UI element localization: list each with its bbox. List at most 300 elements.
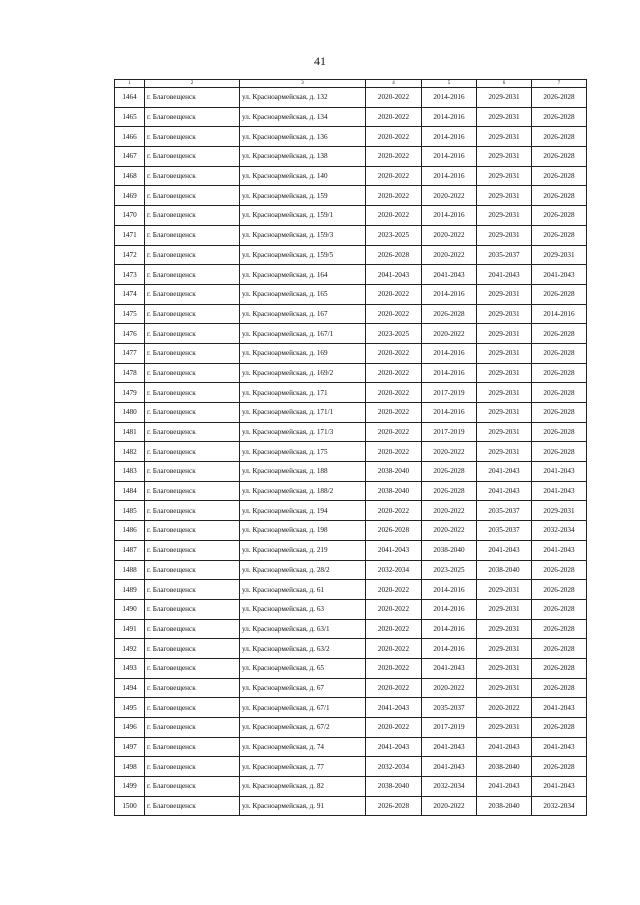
period-cell: 2041-2043 [422,757,477,777]
row-number-cell: 1495 [115,698,145,718]
period-cell: 2026-2028 [532,206,587,226]
period-cell: 2041-2043 [477,265,532,285]
city-cell: г. Благовещенск [145,599,240,619]
period-cell: 2029-2031 [477,343,532,363]
table-row [115,403,587,423]
period-cell: 2014-2016 [422,88,477,108]
address-cell: ул. Красноармейская, д. 67 [240,678,366,698]
period-cell: 2026-2028 [532,678,587,698]
table-row [115,166,587,186]
period-cell: 2014-2016 [422,403,477,423]
period-cell: 2014-2016 [422,206,477,226]
period-cell: 2026-2028 [532,599,587,619]
city-cell: г. Благовещенск [145,245,240,265]
table-row [115,363,587,383]
city-cell: г. Благовещенск [145,718,240,738]
period-cell: 2041-2043 [532,265,587,285]
table-row [115,796,587,816]
period-cell: 2026-2028 [532,560,587,580]
row-number-cell: 1490 [115,599,145,619]
row-number-cell: 1469 [115,186,145,206]
period-cell: 2029-2031 [477,147,532,167]
period-cell: 2029-2031 [532,245,587,265]
period-cell: 2041-2043 [532,737,587,757]
period-cell: 2038-2040 [477,560,532,580]
period-cell: 2026-2028 [532,580,587,600]
address-cell: ул. Красноармейская, д. 65 [240,658,366,678]
period-cell: 2026-2028 [532,639,587,659]
row-number-cell: 1466 [115,127,145,147]
period-cell: 2035-2037 [477,521,532,541]
period-cell: 2029-2031 [477,403,532,423]
period-cell: 2020-2022 [366,658,422,678]
table-row [115,718,587,738]
period-cell: 2020-2022 [366,88,422,108]
period-cell: 2026-2028 [532,127,587,147]
row-number-cell: 1478 [115,363,145,383]
period-cell: 2020-2022 [366,166,422,186]
row-number-cell: 1472 [115,245,145,265]
col-6-header: 6 [477,80,532,88]
period-cell: 2026-2028 [532,88,587,108]
period-cell: 2038-2040 [422,540,477,560]
period-cell: 2041-2043 [477,777,532,797]
period-cell: 2029-2031 [477,580,532,600]
period-cell: 2041-2043 [477,481,532,501]
table-row [115,619,587,639]
row-number-cell: 1482 [115,442,145,462]
period-cell: 2029-2031 [477,166,532,186]
row-number-cell: 1500 [115,796,145,816]
period-cell: 2038-2040 [366,481,422,501]
city-cell: г. Благовещенск [145,206,240,226]
period-cell: 2026-2028 [532,403,587,423]
period-cell: 2035-2037 [422,698,477,718]
address-cell: ул. Красноармейская, д. 169 [240,343,366,363]
address-cell: ул. Красноармейская, д. 63/2 [240,639,366,659]
period-cell: 2026-2028 [422,304,477,324]
table-row [115,127,587,147]
address-cell: ул. Красноармейская, д. 167 [240,304,366,324]
period-cell: 2041-2043 [366,265,422,285]
row-number-cell: 1470 [115,206,145,226]
row-number-cell: 1481 [115,422,145,442]
city-cell: г. Благовещенск [145,107,240,127]
period-cell: 2026-2028 [532,658,587,678]
address-cell: ул. Красноармейская, д. 61 [240,580,366,600]
address-cell: ул. Красноармейская, д. 67/1 [240,698,366,718]
city-cell: г. Благовещенск [145,363,240,383]
period-cell: 2029-2031 [477,363,532,383]
table-row [115,777,587,797]
period-cell: 2038-2040 [366,777,422,797]
period-cell: 2026-2028 [532,383,587,403]
table-row [115,678,587,698]
address-cell: ул. Красноармейская, д. 134 [240,107,366,127]
city-cell: г. Благовещенск [145,639,240,659]
table-row [115,245,587,265]
address-cell: ул. Красноармейская, д. 219 [240,540,366,560]
period-cell: 2026-2028 [532,147,587,167]
address-cell: ул. Красноармейская, д. 91 [240,796,366,816]
city-cell: г. Благовещенск [145,284,240,304]
table-row [115,88,587,108]
table-row [115,422,587,442]
row-number-cell: 1474 [115,284,145,304]
period-cell: 2026-2028 [532,166,587,186]
row-number-cell: 1473 [115,265,145,285]
period-cell: 2026-2028 [366,521,422,541]
city-cell: г. Благовещенск [145,462,240,482]
row-number-cell: 1465 [115,107,145,127]
period-cell: 2026-2028 [366,796,422,816]
row-number-cell: 1487 [115,540,145,560]
period-cell: 2041-2043 [532,481,587,501]
period-cell: 2020-2022 [366,186,422,206]
period-cell: 2041-2043 [366,698,422,718]
period-cell: 2029-2031 [477,678,532,698]
row-number-cell: 1471 [115,225,145,245]
period-cell: 2026-2028 [532,343,587,363]
address-cell: ул. Красноармейская, д. 159/3 [240,225,366,245]
address-cell: ул. Красноармейская, д. 164 [240,265,366,285]
table-row [115,757,587,777]
city-cell: г. Благовещенск [145,324,240,344]
table-body [115,88,587,816]
city-cell: г. Благовещенск [145,225,240,245]
address-cell: ул. Красноармейская, д. 77 [240,757,366,777]
table-row [115,540,587,560]
period-cell: 2020-2022 [422,678,477,698]
period-cell: 2026-2028 [422,481,477,501]
period-cell: 2032-2034 [422,777,477,797]
row-number-cell: 1467 [115,147,145,167]
period-cell: 2026-2028 [422,462,477,482]
period-cell: 2041-2043 [477,540,532,560]
col-4-header: 4 [366,80,422,88]
period-cell: 2032-2034 [366,560,422,580]
period-cell: 2020-2022 [366,422,422,442]
period-cell: 2026-2028 [532,422,587,442]
row-number-cell: 1476 [115,324,145,344]
address-cell: ул. Красноармейская, д. 132 [240,88,366,108]
city-cell: г. Благовещенск [145,343,240,363]
period-cell: 2020-2022 [477,698,532,718]
period-cell: 2023-2025 [422,560,477,580]
row-number-cell: 1499 [115,777,145,797]
row-number-cell: 1479 [115,383,145,403]
table-row [115,186,587,206]
period-cell: 2029-2031 [477,88,532,108]
period-cell: 2020-2022 [422,324,477,344]
period-cell: 2014-2016 [422,619,477,639]
city-cell: г. Благовещенск [145,166,240,186]
city-cell: г. Благовещенск [145,383,240,403]
address-cell: ул. Красноармейская, д. 167/1 [240,324,366,344]
city-cell: г. Благовещенск [145,560,240,580]
city-cell: г. Благовещенск [145,757,240,777]
period-cell: 2014-2016 [422,107,477,127]
row-number-cell: 1488 [115,560,145,580]
period-cell: 2020-2022 [366,678,422,698]
period-cell: 2014-2016 [422,639,477,659]
city-cell: г. Благовещенск [145,265,240,285]
address-cell: ул. Красноармейская, д. 82 [240,777,366,797]
city-cell: г. Благовещенск [145,698,240,718]
table-row [115,304,587,324]
period-cell: 2038-2040 [366,462,422,482]
row-number-cell: 1489 [115,580,145,600]
period-cell: 2020-2022 [366,304,422,324]
address-cell: ул. Красноармейская, д. 136 [240,127,366,147]
address-cell: ул. Красноармейская, д. 165 [240,284,366,304]
row-number-cell: 1483 [115,462,145,482]
city-cell: г. Благовещенск [145,580,240,600]
city-cell: г. Благовещенск [145,678,240,698]
period-cell: 2029-2031 [477,225,532,245]
city-cell: г. Благовещенск [145,481,240,501]
period-cell: 2026-2028 [532,442,587,462]
period-cell: 2020-2022 [366,127,422,147]
table-row [115,225,587,245]
period-cell: 2029-2031 [477,324,532,344]
row-number-cell: 1477 [115,343,145,363]
row-number-cell: 1496 [115,718,145,738]
col-2-header: 2 [145,80,240,88]
period-cell: 2029-2031 [477,284,532,304]
city-cell: г. Благовещенск [145,147,240,167]
period-cell: 2041-2043 [532,462,587,482]
address-cell: ул. Красноармейская, д. 194 [240,501,366,521]
city-cell: г. Благовещенск [145,403,240,423]
period-cell: 2020-2022 [422,521,477,541]
table-row [115,698,587,718]
period-cell: 2014-2016 [422,147,477,167]
table-row [115,284,587,304]
period-cell: 2026-2028 [532,718,587,738]
page-number: 41 [314,54,326,68]
period-cell: 2023-2025 [366,324,422,344]
period-cell: 2041-2043 [422,737,477,757]
period-cell: 2023-2025 [366,225,422,245]
period-cell: 2014-2016 [422,363,477,383]
period-cell: 2020-2022 [366,403,422,423]
address-cell: ул. Красноармейская, д. 159 [240,186,366,206]
table-row [115,481,587,501]
period-cell: 2029-2031 [477,619,532,639]
period-cell: 2020-2022 [422,225,477,245]
period-cell: 2014-2016 [532,304,587,324]
period-cell: 2035-2037 [477,245,532,265]
period-cell: 2041-2043 [422,265,477,285]
col-3-header: 3 [240,80,366,88]
table-row [115,580,587,600]
address-cell: ул. Красноармейская, д. 28/2 [240,560,366,580]
address-cell: ул. Красноармейская, д. 188 [240,462,366,482]
period-cell: 2017-2019 [422,383,477,403]
period-cell: 2014-2016 [422,599,477,619]
address-cell: ул. Красноармейская, д. 140 [240,166,366,186]
period-cell: 2029-2031 [477,442,532,462]
col-7-header: 7 [532,80,587,88]
row-number-cell: 1497 [115,737,145,757]
address-cell: ул. Красноармейская, д. 171/3 [240,422,366,442]
address-cell: ул. Красноармейская, д. 67/2 [240,718,366,738]
period-cell: 2014-2016 [422,580,477,600]
period-cell: 2017-2019 [422,422,477,442]
address-cell: ул. Красноармейская, д. 138 [240,147,366,167]
city-cell: г. Благовещенск [145,88,240,108]
row-number-cell: 1468 [115,166,145,186]
address-cell: ул. Красноармейская, д. 169/2 [240,363,366,383]
period-cell: 2029-2031 [532,501,587,521]
period-cell: 2020-2022 [366,147,422,167]
period-cell: 2020-2022 [422,796,477,816]
period-cell: 2020-2022 [366,501,422,521]
period-cell: 2020-2022 [366,107,422,127]
period-cell: 2020-2022 [366,619,422,639]
row-number-cell: 1494 [115,678,145,698]
period-cell: 2026-2028 [532,324,587,344]
period-cell: 2020-2022 [366,284,422,304]
table-row [115,501,587,521]
address-cell: ул. Красноармейская, д. 63/1 [240,619,366,639]
col-1-header: 1 [115,80,145,88]
table-row [115,658,587,678]
period-cell: 2029-2031 [477,127,532,147]
table-row [115,560,587,580]
period-cell: 2035-2037 [477,501,532,521]
column-number-row [115,80,587,88]
period-cell: 2029-2031 [477,383,532,403]
city-cell: г. Благовещенск [145,186,240,206]
period-cell: 2026-2028 [532,363,587,383]
row-number-cell: 1493 [115,658,145,678]
table-row [115,147,587,167]
period-cell: 2041-2043 [366,737,422,757]
period-cell: 2020-2022 [366,639,422,659]
city-cell: г. Благовещенск [145,127,240,147]
period-cell: 2017-2019 [422,718,477,738]
period-cell: 2020-2022 [422,501,477,521]
row-number-cell: 1491 [115,619,145,639]
table-row [115,462,587,482]
table-row [115,737,587,757]
period-cell: 2020-2022 [422,186,477,206]
city-cell: г. Благовещенск [145,442,240,462]
period-cell: 2041-2043 [477,462,532,482]
address-cell: ул. Красноармейская, д. 74 [240,737,366,757]
city-cell: г. Благовещенск [145,619,240,639]
table-row [115,639,587,659]
address-cell: ул. Красноармейская, д. 175 [240,442,366,462]
city-cell: г. Благовещенск [145,304,240,324]
period-cell: 2029-2031 [477,206,532,226]
period-cell: 2041-2043 [477,737,532,757]
row-number-cell: 1475 [115,304,145,324]
row-number-cell: 1480 [115,403,145,423]
table-row [115,265,587,285]
table-row [115,206,587,226]
period-cell: 2020-2022 [366,383,422,403]
table-row [115,442,587,462]
address-cell: ул. Красноармейская, д. 188/2 [240,481,366,501]
period-cell: 2026-2028 [366,245,422,265]
row-number-cell: 1464 [115,88,145,108]
row-number-cell: 1498 [115,757,145,777]
housing-registry-table [114,79,587,816]
address-cell: ул. Красноармейская, д. 171/1 [240,403,366,423]
period-cell: 2029-2031 [477,107,532,127]
table-header [115,80,587,88]
table-row [115,107,587,127]
period-cell: 2020-2022 [422,442,477,462]
address-cell: ул. Красноармейская, д. 63 [240,599,366,619]
period-cell: 2020-2022 [366,206,422,226]
period-cell: 2029-2031 [477,599,532,619]
period-cell: 2032-2034 [532,796,587,816]
period-cell: 2020-2022 [366,343,422,363]
table-row [115,599,587,619]
period-cell: 2014-2016 [422,127,477,147]
period-cell: 2026-2028 [532,284,587,304]
period-cell: 2041-2043 [532,540,587,560]
address-cell: ул. Красноармейская, д. 159/1 [240,206,366,226]
period-cell: 2032-2034 [532,521,587,541]
period-cell: 2029-2031 [477,186,532,206]
period-cell: 2014-2016 [422,166,477,186]
period-cell: 2020-2022 [366,718,422,738]
city-cell: г. Благовещенск [145,521,240,541]
table-row [115,343,587,363]
city-cell: г. Благовещенск [145,501,240,521]
city-cell: г. Благовещенск [145,540,240,560]
city-cell: г. Благовещенск [145,658,240,678]
period-cell: 2029-2031 [477,304,532,324]
period-cell: 2038-2040 [477,796,532,816]
col-5-header: 5 [422,80,477,88]
city-cell: г. Благовещенск [145,422,240,442]
period-cell: 2014-2016 [422,284,477,304]
row-number-cell: 1485 [115,501,145,521]
period-cell: 2041-2043 [532,698,587,718]
table-row [115,324,587,344]
period-cell: 2020-2022 [366,442,422,462]
period-cell: 2032-2034 [366,757,422,777]
period-cell: 2038-2040 [477,757,532,777]
period-cell: 2029-2031 [477,639,532,659]
period-cell: 2029-2031 [477,658,532,678]
period-cell: 2029-2031 [477,422,532,442]
period-cell: 2020-2022 [366,363,422,383]
period-cell: 2029-2031 [477,718,532,738]
table-row [115,521,587,541]
table-row [115,383,587,403]
period-cell: 2020-2022 [422,245,477,265]
period-cell: 2041-2043 [422,658,477,678]
address-cell: ул. Красноармейская, д. 159/5 [240,245,366,265]
row-number-cell: 1492 [115,639,145,659]
period-cell: 2026-2028 [532,757,587,777]
period-cell: 2041-2043 [366,540,422,560]
period-cell: 2041-2043 [532,777,587,797]
period-cell: 2026-2028 [532,186,587,206]
address-cell: ул. Красноармейская, д. 198 [240,521,366,541]
period-cell: 2020-2022 [366,599,422,619]
period-cell: 2026-2028 [532,225,587,245]
period-cell: 2026-2028 [532,107,587,127]
period-cell: 2026-2028 [532,619,587,639]
